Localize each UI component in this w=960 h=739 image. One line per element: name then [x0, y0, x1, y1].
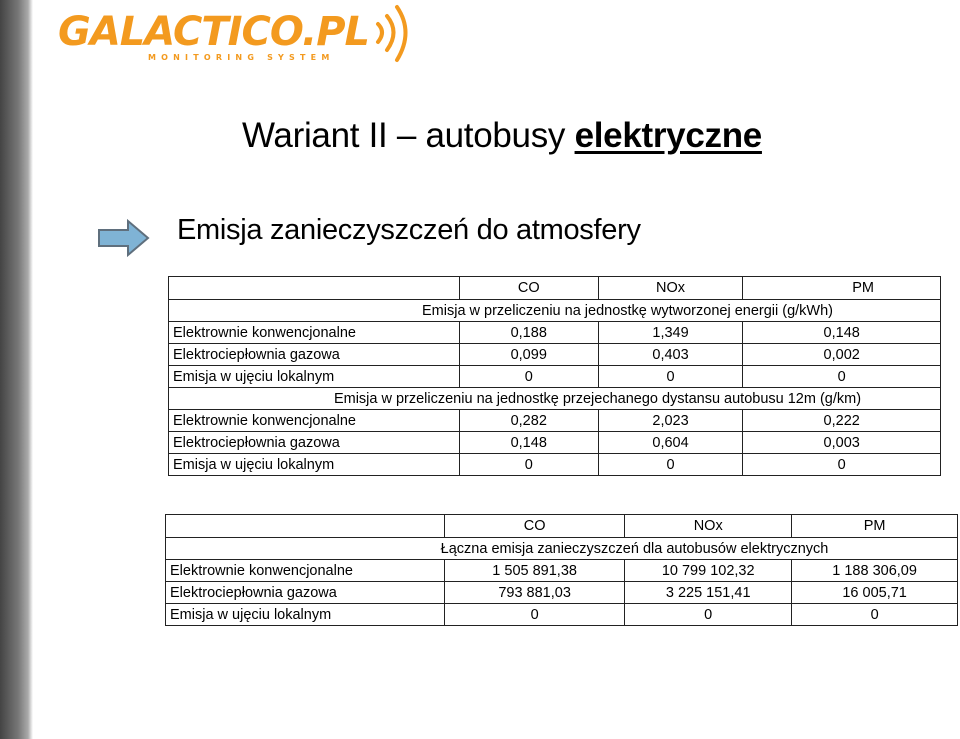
row-label: Emisja w ujęciu lokalnym [166, 604, 445, 626]
cell-pm: 0,148 [743, 322, 941, 344]
row-label: Elektrownie konwencjonalne [169, 410, 460, 432]
cell-co: 0,148 [459, 432, 598, 454]
section-title-row [169, 300, 941, 322]
section-title-total: Łączna emisja zanieczyszczeń dla autobusów elektrycznych [166, 538, 958, 560]
signal-waves-icon [368, 2, 428, 68]
row-label: Emisja w ujęciu lokalnym [169, 366, 460, 388]
cell-co: 1 505 891,38 [445, 560, 625, 582]
row-label: Emisja w ujęciu lokalnym [169, 454, 460, 476]
cell-pm: 1 188 306,09 [792, 560, 958, 582]
table-row [166, 604, 958, 626]
cell-nox: 0,403 [598, 344, 743, 366]
cell-co: 0 [459, 366, 598, 388]
cell-co: 0,282 [459, 410, 598, 432]
cell-pm: 0,222 [743, 410, 941, 432]
table-row [166, 582, 958, 604]
section-title-distance: Emisja w przeliczeniu na jednostkę przejechanego dystansu autobusu 12m (g/km) [169, 388, 941, 410]
cell-pm: 0,003 [743, 432, 941, 454]
column-header-co: CO [459, 277, 598, 300]
row-label: Elektrownie konwencjonalne [169, 322, 460, 344]
cell-pm: 0 [792, 604, 958, 626]
cell-nox: 0,604 [598, 432, 743, 454]
table-row [169, 454, 941, 476]
right-arrow-icon [96, 218, 152, 258]
cell-co: 0 [459, 454, 598, 476]
table-row [169, 410, 941, 432]
cell-pm: 0 [743, 366, 941, 388]
logo-tagline: MONITORING SYSTEM [148, 53, 335, 62]
section-title-row [166, 538, 958, 560]
cell-nox: 0 [625, 604, 792, 626]
cell-nox: 10 799 102,32 [625, 560, 792, 582]
galactico-logo [50, 2, 420, 68]
column-header-co: CO [445, 515, 625, 538]
cell-pm: 0 [743, 454, 941, 476]
column-header-pm: PM [743, 277, 941, 300]
table-row [166, 560, 958, 582]
title-accent: elektryczne [574, 116, 762, 155]
total-emission-table [165, 514, 958, 626]
cell-co: 0,099 [459, 344, 598, 366]
cell-co: 0,188 [459, 322, 598, 344]
column-header-nox: NOx [598, 277, 743, 300]
table-row [169, 322, 941, 344]
left-decorative-bar [0, 0, 33, 739]
section-title-energy: Emisja w przeliczeniu na jednostkę wytworzonej energii (g/kWh) [169, 300, 941, 322]
cell-co: 793 881,03 [445, 582, 625, 604]
cell-co: 0 [445, 604, 625, 626]
row-label: Elektrociepłownia gazowa [169, 432, 460, 454]
table-header-blank [169, 277, 460, 300]
cell-nox: 2,023 [598, 410, 743, 432]
section-subtitle: Emisja zanieczyszczeń do atmosfery [177, 214, 641, 246]
section-title-row [169, 388, 941, 410]
cell-nox: 1,349 [598, 322, 743, 344]
table-row [169, 366, 941, 388]
cell-pm: 0,002 [743, 344, 941, 366]
column-header-pm: PM [792, 515, 958, 538]
logo-brand: GALACTICO.PL [58, 9, 370, 55]
table-header-row [169, 277, 941, 300]
row-label: Elektrociepłownia gazowa [169, 344, 460, 366]
column-header-nox: NOx [625, 515, 792, 538]
row-label: Elektrownie konwencjonalne [166, 560, 445, 582]
table-row [169, 344, 941, 366]
cell-nox: 0 [598, 454, 743, 476]
table-row [169, 432, 941, 454]
page-title [242, 116, 762, 156]
row-label: Elektrociepłownia gazowa [166, 582, 445, 604]
table-header-blank [166, 515, 445, 538]
cell-nox: 0 [598, 366, 743, 388]
table-header-row [166, 515, 958, 538]
cell-pm: 16 005,71 [792, 582, 958, 604]
title-main: Wariant II – autobusy [242, 116, 575, 155]
cell-nox: 3 225 151,41 [625, 582, 792, 604]
emission-rate-table [168, 276, 941, 476]
